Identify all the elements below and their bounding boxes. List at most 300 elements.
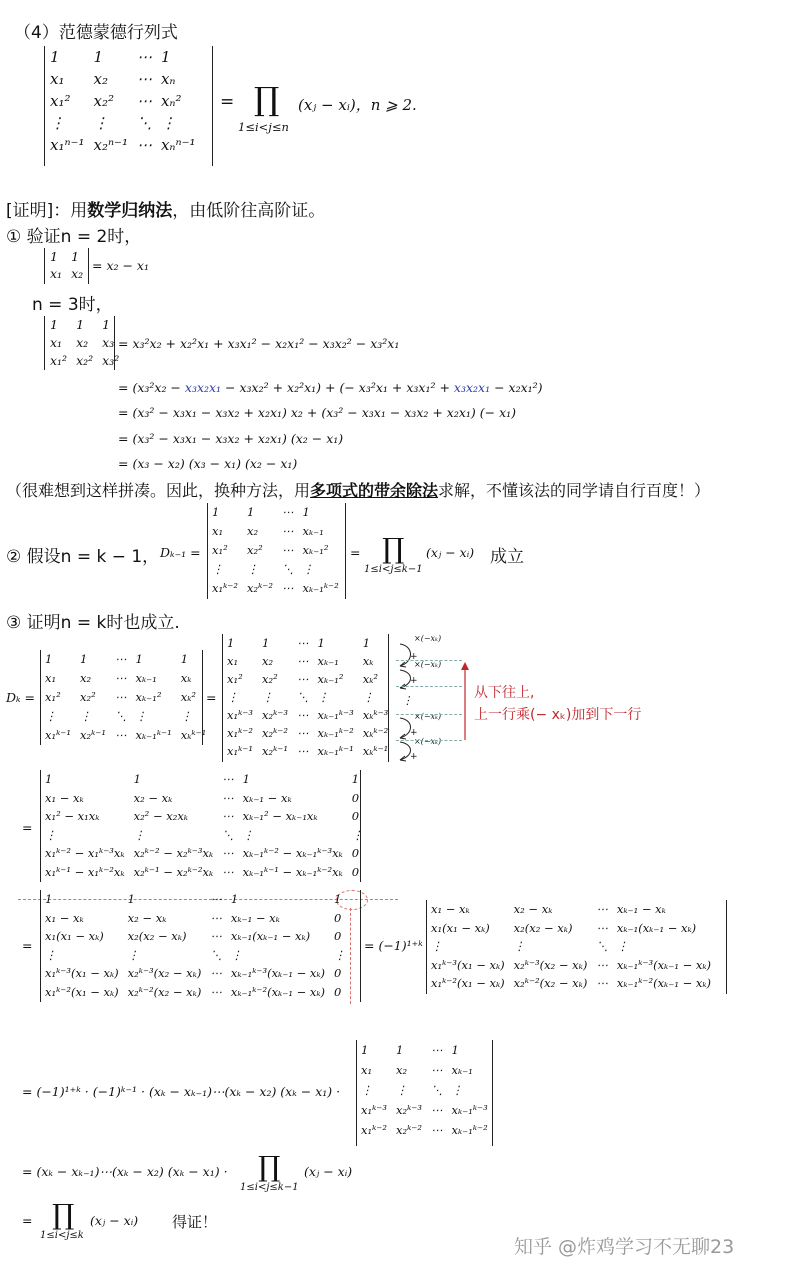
matrix-cell: 1 [302, 505, 310, 519]
matrix-factored [45, 890, 355, 1001]
dk1-label: Dₖ₋₁ = [160, 545, 201, 560]
matrix-row [45, 789, 372, 808]
matrix-cell: 1 [76, 317, 85, 332]
matrix-cell: x₁ᵏ⁻² − x₁ᵏ⁻³xₖ [45, 846, 125, 860]
det-bar-left [44, 46, 45, 166]
matrix-cell: xₖᵏ⁻¹ [362, 744, 389, 758]
matrix-cell: xₙ² [160, 92, 182, 110]
matrix-row [361, 1060, 497, 1080]
matrix-cell: xₖ₋₁ᵏ⁻¹ [317, 744, 354, 758]
equals-sign: = [220, 92, 235, 112]
matrix-cell: ⋮ [242, 827, 255, 842]
matrix-cell: x₂ [93, 70, 108, 88]
matrix-cell: x₁ − xₖ [45, 910, 84, 925]
matrix-row [45, 826, 372, 845]
matrix-cell: ⋯ [114, 728, 127, 742]
matrix-cell: x₁ᵏ⁻²(x₁ − xₖ) [45, 984, 119, 999]
matrix-cell: x₁ − xₖ [431, 902, 470, 916]
op-dots: ⋮ [402, 694, 413, 707]
matrix-cell: x₂ − xₖ [127, 910, 167, 925]
annotation-line1: 从下往上, [474, 685, 535, 701]
factor-line: = (−1)¹⁺ᵏ · (−1)ᵏ⁻¹ · (xₖ − xₖ₋₁)⋯(xₖ − x₂) (xₖ − x₁) · [22, 1084, 341, 1099]
dkf-bar-left [356, 1040, 357, 1146]
proof-header: [证明]：用数学归纳法，由低阶往高阶证。 [6, 201, 326, 221]
matrix-row [227, 742, 397, 760]
matrix-cell: x₂ᵏ⁻² [261, 726, 288, 740]
matrix-cell: ⋯ [222, 790, 234, 805]
matrix-cell: 0 [334, 984, 342, 999]
matrix-row [212, 560, 348, 579]
matrix-cell: 1 [133, 772, 141, 786]
matrix-cell: x₁(x₁ − xₖ) [45, 929, 104, 943]
matrix-cell: ⋮ [135, 709, 147, 723]
matrix-cell: x₂(x₂ − xₖ) [127, 929, 187, 943]
matrix-cell: 1 [395, 1043, 404, 1057]
dk1-bar-left [207, 503, 208, 599]
matrix-cell: ⋯ [114, 690, 127, 704]
dk-matrix [45, 650, 215, 745]
dk1-tail: 成立 [490, 547, 524, 567]
matrix-row [45, 983, 355, 1002]
dke-bar-right [726, 900, 727, 994]
matrix-row [227, 706, 397, 724]
section-heading: （4）范德蒙德行列式 [14, 23, 178, 43]
matrix-row [45, 927, 355, 946]
matrix-row [45, 707, 215, 726]
matrix-cell: ⋯ [136, 48, 152, 66]
dk-label: Dₖ = [6, 690, 36, 705]
matrix-cell: xₖ₋₁ [451, 1063, 473, 1077]
matrix-cell: 1 [334, 892, 342, 906]
matrix-cell: ⋯ [281, 524, 294, 538]
matrix-cell: xₖ₋₁² [317, 672, 344, 686]
induction-line: = (xₖ − xₖ₋₁)⋯(xₖ − x₂) (xₖ − x₁) · [22, 1164, 228, 1179]
final-equals: = [22, 1213, 33, 1228]
matrix-cell: x₂ᵏ⁻³(x₂ − xₖ) [513, 957, 588, 972]
matrix-cell: xₖᵏ⁻¹ [180, 728, 207, 742]
matrix-cell: 1 [127, 892, 135, 906]
expansion-line1: = x₃²x₂ + x₂²x₁ + x₃x₁² − x₂x₁² − x₃x₂² − x₃²x₁ [118, 336, 400, 351]
dk-equals: = [206, 690, 217, 705]
matrix-row [431, 900, 720, 919]
matrix-row [361, 1120, 497, 1140]
product-symbol: ∏ [254, 80, 280, 118]
matrix-cell: x₁² [212, 543, 228, 557]
final-product-term: (xⱼ − xᵢ) [90, 1213, 139, 1228]
matrix-cell: x₁ᵏ⁻³ [361, 1103, 387, 1117]
matrix-cell: x₁ [212, 524, 224, 538]
matrix-cell: ⋱ [136, 114, 152, 132]
matrix-row [50, 46, 205, 68]
matrix-cell: 1 [160, 48, 171, 66]
matrix-cell: ⋮ [160, 114, 176, 132]
matrix-cell: 1 [50, 317, 58, 332]
matrix-cell: x₁² [50, 353, 68, 368]
matrix-after-ops [45, 770, 372, 881]
matrix-cell: x₁ᵏ⁻² [212, 581, 238, 595]
matrix-cell: ⋯ [114, 671, 127, 685]
matrix-cell: ⋯ [296, 654, 309, 668]
matrix-cell: ⋯ [222, 772, 234, 786]
matrix-cell: x₁ᵏ⁻³(x₁ − xₖ) [431, 957, 505, 972]
matrix-cell: ⋮ [246, 562, 259, 576]
matrix-cell: ⋯ [281, 505, 294, 519]
matrix-cell: 1 [212, 505, 220, 519]
matrix-cell: x₂ᵏ⁻² [395, 1123, 422, 1137]
matrix-cell: x₂ [76, 335, 89, 350]
matrix-row [50, 352, 128, 370]
n3-label: n = 3时， [32, 295, 113, 315]
matrix-cell: ⋮ [362, 690, 375, 704]
op-plus-3: + [410, 728, 418, 738]
dk1-bar-right [345, 503, 346, 599]
matrix-cell: ⋯ [136, 92, 152, 110]
matrix-row [50, 316, 128, 334]
matrix-cell: xₖ [180, 671, 192, 685]
matrix-cell: x₁² − x₁xₖ [45, 809, 100, 823]
matrix-cell: 0 [351, 864, 360, 879]
matrix-cell: x₁ⁿ⁻¹ [50, 136, 85, 154]
up-arrow-icon [460, 662, 470, 742]
matrix-row [45, 844, 372, 863]
matrix-cell: 1 [45, 652, 53, 666]
op-label-1: ×(−xₖ) [414, 634, 442, 643]
matrix-cell: ⋯ [210, 892, 222, 906]
matrix-row [361, 1100, 497, 1120]
matrixC-equals: = [22, 820, 33, 835]
matrix-cell: xₖ₋₁ᵏ⁻² [317, 726, 354, 740]
matrix-cell: x₂ [246, 524, 259, 538]
step3-label: ③ 证明n = k时也成立. [6, 613, 180, 633]
matrix-cell: x₂² [76, 353, 94, 368]
matrix-cell: x₁ᵏ⁻³ [227, 708, 253, 722]
matrix-cell: ⋯ [430, 1063, 443, 1077]
matrix-cell: ⋯ [430, 1123, 443, 1137]
matrix-cell: x₂² [93, 92, 114, 110]
induction-product-term: (xⱼ − xᵢ) [304, 1164, 353, 1179]
det3-bar-right [114, 316, 115, 370]
matrix-cell: ⋯ [596, 976, 608, 990]
matrix-cell: ⋯ [281, 543, 294, 557]
dk-bar-right [202, 650, 203, 745]
matrix-cell: xₖ² [362, 672, 379, 686]
op-plus-4: + [410, 752, 418, 762]
matrix-row [45, 807, 372, 826]
matrix-cell: 0 [351, 790, 360, 805]
matrix-cell: ⋮ [317, 690, 329, 704]
matrix-cell: ⋯ [296, 672, 309, 686]
expansion-line2: = (x₃²x₂ − x₃x₂x₁ − x₃x₂² + x₂²x₁) + (− x₃²x₁ + x₃x₁² + x₃x₂x₁ − x₂x₁²) [118, 380, 543, 395]
matrix-cell: ⋱ [430, 1083, 443, 1097]
matrix-cell: 1 [246, 505, 255, 519]
matrix-cell: ⋱ [222, 827, 234, 842]
matrix-cell: 1 [93, 48, 104, 66]
op-label-4: ×(−xₖ) [414, 737, 442, 746]
row-divider [396, 740, 462, 741]
matrix-row [361, 1040, 497, 1060]
matrix-cell: xₖ₋₁ᵏ⁻¹ − xₖ₋₁ᵏ⁻²xₖ [242, 864, 343, 879]
matrix-cell: ⋯ [281, 581, 294, 595]
matrix-cell: 1 [180, 652, 189, 666]
matrix-cell: ⋮ [395, 1083, 408, 1097]
matrix-cell: x₂ᵏ⁻² [246, 581, 273, 595]
matrix-cell: ⋮ [45, 709, 57, 723]
matrix-cell: ⋮ [227, 690, 239, 704]
matrix-cell: 1 [102, 317, 111, 332]
matrix-cell: xₖ₋₁ᵏ⁻³ [317, 708, 354, 722]
matrix-cell: xₖᵏ⁻³ [362, 708, 389, 722]
matrix-cell: 1 [79, 652, 88, 666]
matrix-cell: x₂ᵏ⁻²(x₂ − xₖ) [513, 976, 588, 990]
matrix-cell: 1 [227, 636, 235, 650]
matrix-cell: xₖ₋₁ − xₖ [242, 790, 292, 805]
row-divider [396, 714, 462, 715]
matrix-cell: 1 [71, 249, 80, 264]
matrix-cell: x₁² [45, 690, 61, 704]
matrix-cell: xₖ₋₁ − xₖ [616, 902, 666, 916]
matrix-row [212, 541, 348, 560]
matrix-cell: ⋮ [180, 709, 193, 723]
matrix-row [227, 634, 397, 652]
matrix-cell: ⋱ [114, 709, 127, 723]
op-label-3: ×(−xₖ) [414, 712, 442, 721]
matrix-cell: ⋯ [136, 136, 152, 154]
matrix-cell: ⋯ [430, 1043, 443, 1057]
matrix-row [50, 68, 205, 90]
op-plus-1: + [410, 652, 418, 662]
matrix-cell: ⋯ [222, 864, 234, 879]
matrix-cell: ⋱ [596, 939, 608, 953]
matrix-cell: x₂ᵏ⁻² − x₂ᵏ⁻³xₖ [133, 846, 214, 860]
matrix-cell: ⋯ [596, 957, 608, 972]
matrix-cell: xₖ₋₁ [135, 671, 157, 685]
matrix-cell: 1 [351, 772, 360, 786]
matrix-cell: ⋮ [127, 947, 140, 962]
det2-matrix [50, 248, 92, 282]
matrix-cell: x₂(x₂ − xₖ) [513, 920, 573, 935]
matrix-cell: 1 [45, 772, 53, 786]
product-term: (xⱼ − xᵢ)，n ⩾ 2. [298, 96, 417, 114]
matrix-cell: 0 [351, 846, 360, 860]
matrix-row [50, 265, 92, 282]
dk1-product-term: (xⱼ − xᵢ) [426, 545, 475, 560]
step2-label: ② 假设n = k − 1， [6, 547, 160, 567]
expansion-line3: = (x₃² − x₃x₁ − x₃x₂ + x₂x₁) x₂ + (x₃² − x₃x₁ − x₃x₂ + x₂x₁) (− x₁) [118, 405, 517, 420]
matrix-row [431, 919, 720, 938]
matrix-cell: x₁² [227, 672, 243, 686]
matrix-cell: ⋯ [596, 920, 608, 935]
dkc-bar-right [360, 770, 361, 882]
product-subscript: 1≤i<j≤n [238, 120, 289, 134]
annotation-line2: 上一行乘(− xₖ)加到下一行 [474, 707, 642, 723]
matrix-row [50, 248, 92, 265]
matrix-cell: x₂ᵏ⁻¹ [261, 744, 288, 758]
matrix-cell: 1 [261, 636, 270, 650]
matrix-row [45, 726, 215, 745]
matrix-cell: ⋯ [222, 809, 234, 823]
matrix-cell: xₖ₋₁ᵏ⁻³(xₖ₋₁ − xₖ) [616, 957, 712, 972]
dkd-bar-left [40, 890, 41, 1002]
matrix-cell: x₂ [79, 671, 92, 685]
matrix-cell: 1 [317, 636, 325, 650]
matrix-cell: ⋮ [361, 1083, 373, 1097]
matrix-cell: x₁ − xₖ [45, 790, 84, 805]
dk-matrix-ops [227, 634, 397, 760]
matrix-cell: x₁ᵏ⁻³(x₁ − xₖ) [45, 966, 119, 980]
matrix-cell: x₂² [261, 672, 278, 686]
matrix-cell: x₁² [50, 92, 71, 110]
matrix-cell: x₂² [79, 690, 96, 704]
matrix-row [431, 937, 720, 956]
matrix-cell: xₖᵏ⁻² [362, 726, 389, 740]
matrix-cell: x₁ᵏ⁻¹ − x₁ᵏ⁻²xₖ [45, 864, 125, 879]
matrixD-equals: = [22, 938, 33, 953]
induction-product-symbol: ∏ [258, 1150, 281, 1183]
matrix-cell: ⋮ [302, 562, 314, 576]
row-divider [396, 686, 462, 687]
matrix-cell: x₁ᵏ⁻² [227, 726, 253, 740]
matrix-cell: ⋮ [616, 939, 629, 953]
matrix-cell: 1 [451, 1043, 459, 1057]
matrix-cell: ⋮ [351, 827, 364, 842]
matrix-cell: 1 [361, 1043, 369, 1057]
matrix-cell: 1 [45, 892, 53, 906]
matrix-cell: xₖ₋₁ [317, 654, 339, 668]
dkc-bar-left [40, 770, 41, 882]
matrix-cell: x₁ᵏ⁻² [361, 1123, 387, 1137]
matrix-cell: x₂² [246, 543, 263, 557]
matrix-cell: xₖ₋₁² [135, 690, 162, 704]
matrix-cell: xₖ₋₁ᵏ⁻³(xₖ₋₁ − xₖ) [230, 966, 326, 980]
matrix-cell: xₖ [362, 654, 374, 668]
matrix-row [50, 90, 205, 112]
matrix-cell: x₂ᵏ⁻¹ [79, 728, 106, 742]
matrix-cell: 1 [135, 652, 143, 666]
matrix-cell: 1 [230, 892, 239, 906]
matrix-cell: ⋯ [210, 984, 222, 999]
matrix-row [227, 688, 397, 706]
matrix-row [227, 724, 397, 742]
dk1-product-symbol: ∏ [382, 532, 405, 565]
dkf-bar-right [492, 1040, 493, 1146]
matrix-row [227, 652, 397, 670]
matrix-row [212, 522, 348, 541]
expansion-line4: = (x₃² − x₃x₁ − x₃x₂ + x₂x₁) (x₂ − x₁) [118, 431, 344, 446]
matrix-cell: ⋯ [430, 1103, 443, 1117]
det2-bar-left [44, 248, 45, 284]
matrix-cell: 1 [362, 636, 371, 650]
matrix-cell: xₖ² [180, 690, 197, 704]
matrix-cell: ⋯ [210, 929, 222, 943]
dkb-bar-left [222, 634, 223, 762]
matrix-cell: x₂ᵏ⁻³ [395, 1103, 422, 1117]
matrix-cell: x₂² − x₂xₖ [133, 809, 189, 823]
matrix-cell: xₖ₋₁² [302, 543, 329, 557]
matrix-cell: 0 [351, 809, 360, 823]
matrix-row [45, 890, 355, 909]
matrix-cell: x₂ᵏ⁻¹ − x₂ᵏ⁻²xₖ [133, 864, 214, 879]
matrix-row [45, 650, 215, 669]
matrix-cell: xₖ₋₁ [302, 524, 324, 538]
matrix-cell: 1 [242, 772, 250, 786]
det-bar-right [212, 46, 213, 166]
step1-label: ① 验证n = 2时， [6, 227, 142, 247]
watermark: 知乎 @炸鸡学习不无聊23 [514, 1236, 735, 1258]
matrix-cell: 0 [334, 929, 342, 943]
matrix-cell: ⋯ [296, 708, 309, 722]
note-method: 多项式的带余除法 [310, 481, 439, 500]
final-product-symbol: ∏ [52, 1198, 75, 1231]
matrix-cell: xₖ₋₁(xₖ₋₁ − xₖ) [230, 929, 311, 943]
matrix-cell: xₖ₋₁² − xₖ₋₁xₖ [242, 809, 318, 823]
matrix-cell: x₁ᵏ⁻¹ [45, 728, 71, 742]
matrix-cell: ⋯ [210, 966, 222, 980]
dke-bar-left [426, 900, 427, 994]
matrix-row [45, 964, 355, 983]
method-note: （很难想到这样拼凑。因此，换种方法，用多项式的带余除法求解，不懂该法的同学请自行百度！） [6, 481, 711, 500]
matrix-cell: xₖ₋₁ − xₖ [230, 910, 280, 925]
matrix-cell: 0 [334, 966, 342, 980]
vandermonde-matrix [50, 46, 205, 156]
matrix-row [361, 1080, 497, 1100]
matrix-cell: x₁ [50, 266, 63, 281]
dkd-bar-right [360, 890, 361, 1002]
matrix-row [50, 334, 128, 352]
method-name: 数学归纳法 [87, 201, 173, 221]
matrix-cell: xₖ₋₁ᵏ⁻² [302, 581, 339, 595]
matrix-cell: x₃² [102, 353, 120, 368]
dk1-equals: = [350, 545, 361, 560]
matrix-row [431, 974, 720, 993]
det3-matrix [50, 316, 128, 370]
matrix-row [431, 956, 720, 975]
dk-bar-left [40, 650, 41, 745]
matrix-cell: xₖ₋₁(xₖ₋₁ − xₖ) [616, 920, 697, 935]
matrix-cell: ⋯ [114, 652, 127, 666]
matrix-cell: 0 [334, 910, 342, 925]
matrix-cell: ⋮ [334, 947, 346, 962]
matrix-cell: x₁ [227, 654, 239, 668]
matrix-row [45, 863, 372, 882]
matrix-cell: xₖ₋₁ᵏ⁻²(xₖ₋₁ − xₖ) [230, 984, 326, 999]
matrix-row [45, 688, 215, 707]
matrix-cell: ⋯ [296, 726, 309, 740]
row-divider [396, 660, 462, 661]
matrix-row [45, 909, 355, 928]
matrix-row [45, 946, 355, 965]
matrix-cell: ⋮ [431, 939, 443, 953]
dk1-product-sub: 1≤i<j≤k−1 [364, 564, 423, 575]
dkb-bar-right [388, 634, 389, 762]
reduced-vandermonde [361, 1040, 497, 1140]
matrix-row [212, 579, 348, 598]
matrix-cell: xₖ₋₁ᵏ⁻²(xₖ₋₁ − xₖ) [616, 976, 712, 990]
matrix-cell: ⋮ [45, 827, 57, 842]
induction-product-sub: 1≤i<j≤k−1 [240, 1182, 299, 1193]
matrix-cell: x₂ − xₖ [513, 902, 553, 916]
matrix-cell: xₙ [160, 70, 176, 88]
matrix-cell: xₖ₋₁ᵏ⁻¹ [135, 728, 172, 742]
matrix-cell: ⋯ [222, 846, 234, 860]
matrix-cell: ⋯ [596, 902, 608, 916]
op-plus-2: + [410, 676, 418, 686]
matrix-cell: xₖ₋₁ᵏ⁻³ [451, 1103, 488, 1117]
det2-bar-right [88, 248, 89, 284]
expansion-line5: = (x₃ − x₂) (x₃ − x₁) (x₂ − x₁) [118, 456, 298, 471]
matrix-cell: x₃ [102, 335, 115, 350]
qed: 得证！ [172, 1213, 218, 1231]
det2-result: = x₂ − x₁ [92, 258, 149, 273]
